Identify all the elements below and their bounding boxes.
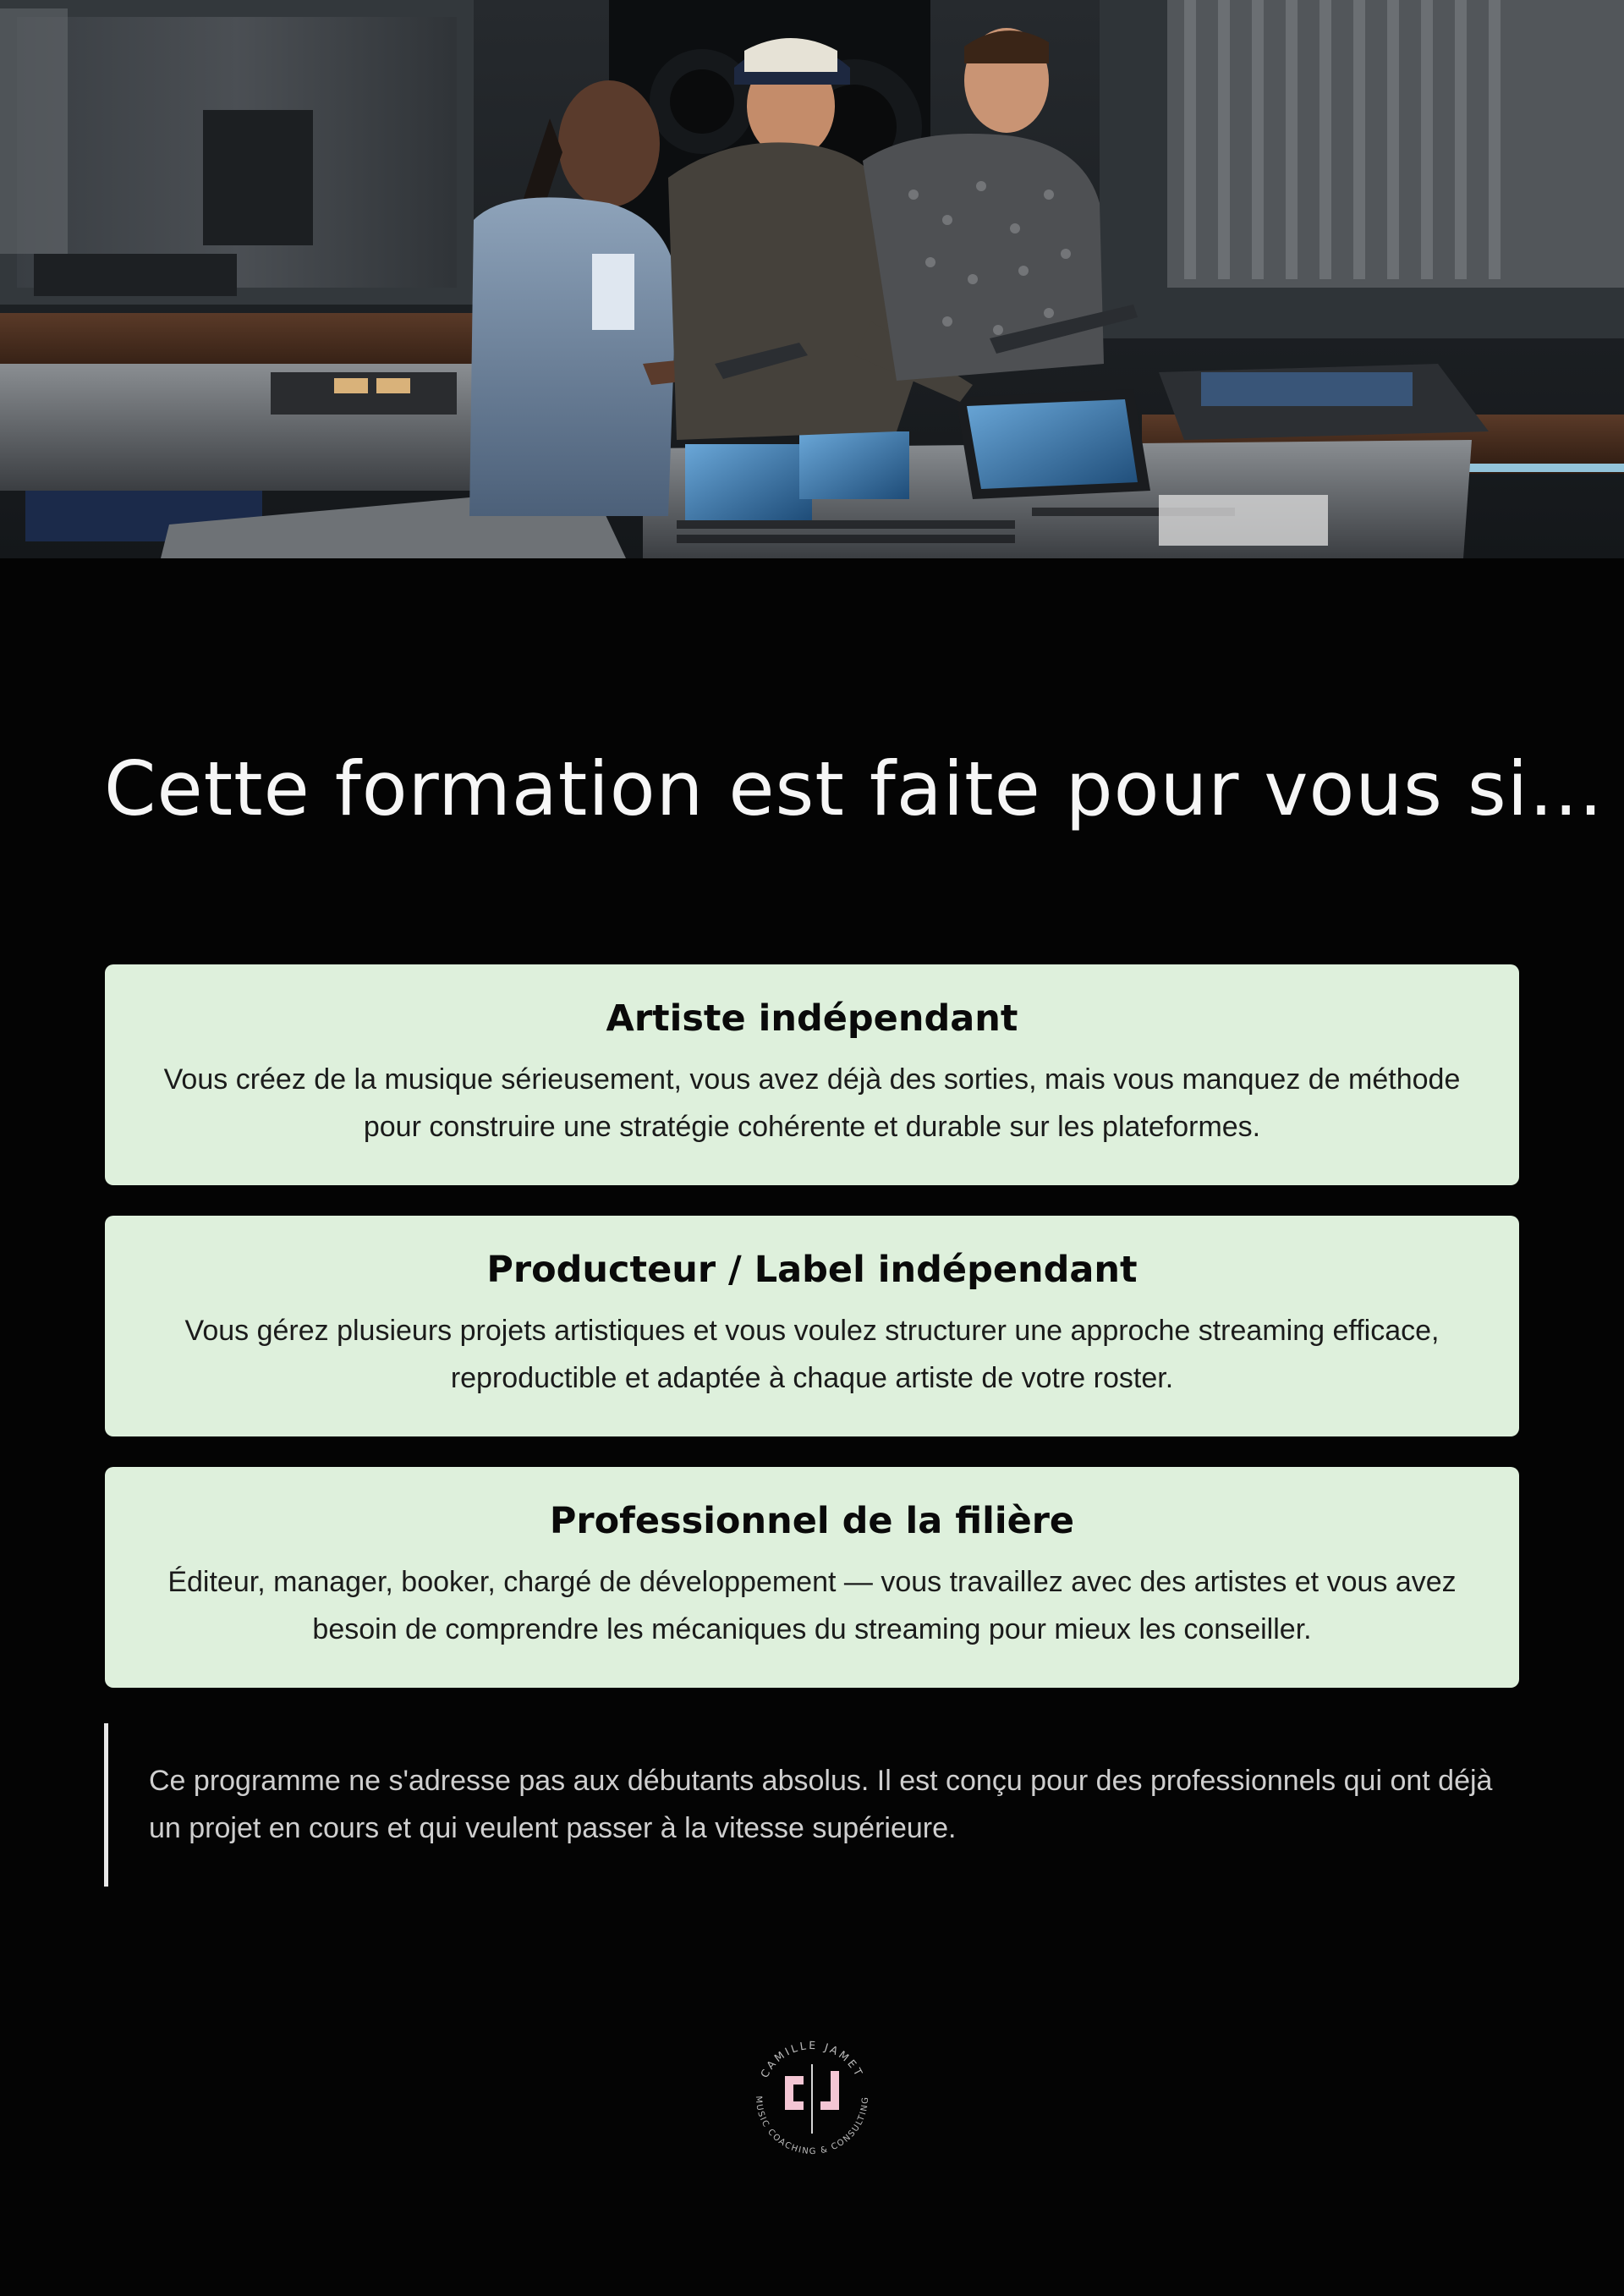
card-description: Vous créez de la musique sérieusement, vous avez déjà des sorties, mais vous manquez de méthode pour construire une stratégie cohérente et durable sur les plateformes.: [163, 1063, 1461, 1143]
audience-card-artist: [105, 964, 1519, 1185]
logo-ring-top-text: CAMILLE JAMET: [757, 2038, 867, 2080]
note-text: Ce programme ne s'adresse pas aux débutants absolus. Il est conçu pour des professionnels qui ont déjà un projet en cours et qui veulent passer à la vitesse supérieure.: [149, 1765, 1493, 1844]
hero-image: [0, 0, 1624, 558]
brand-logo[interactable]: [741, 2027, 883, 2169]
card-title: Professionnel de la filière: [549, 1500, 1075, 1542]
card-description: Vous gérez plusieurs projets artistiques et vous voulez structurer une approche streaming efficace, reproductible et adaptée à chaque artiste de votre roster.: [184, 1315, 1440, 1394]
prerequisite-note: [104, 1723, 1519, 1887]
cj-monogram-logo-icon: [741, 2027, 883, 2169]
section-title: Cette formation est faite pour vous si…: [104, 745, 1605, 832]
audience-card-producer-label: [105, 1216, 1519, 1436]
logo-ring-bottom-text: MUSIC COACHING & CONSULTING: [753, 2096, 871, 2157]
audience-card-industry-professional: [105, 1467, 1519, 1688]
card-title: Artiste indépendant: [606, 997, 1018, 1040]
card-title: Producteur / Label indépendant: [486, 1249, 1138, 1291]
card-description: Éditeur, manager, booker, chargé de développement — vous travaillez avec des artistes et vous avez besoin de comprendre les mécaniques du streaming pour mieux les conseiller.: [167, 1566, 1457, 1645]
recording-studio-photo-icon: [0, 0, 1624, 558]
